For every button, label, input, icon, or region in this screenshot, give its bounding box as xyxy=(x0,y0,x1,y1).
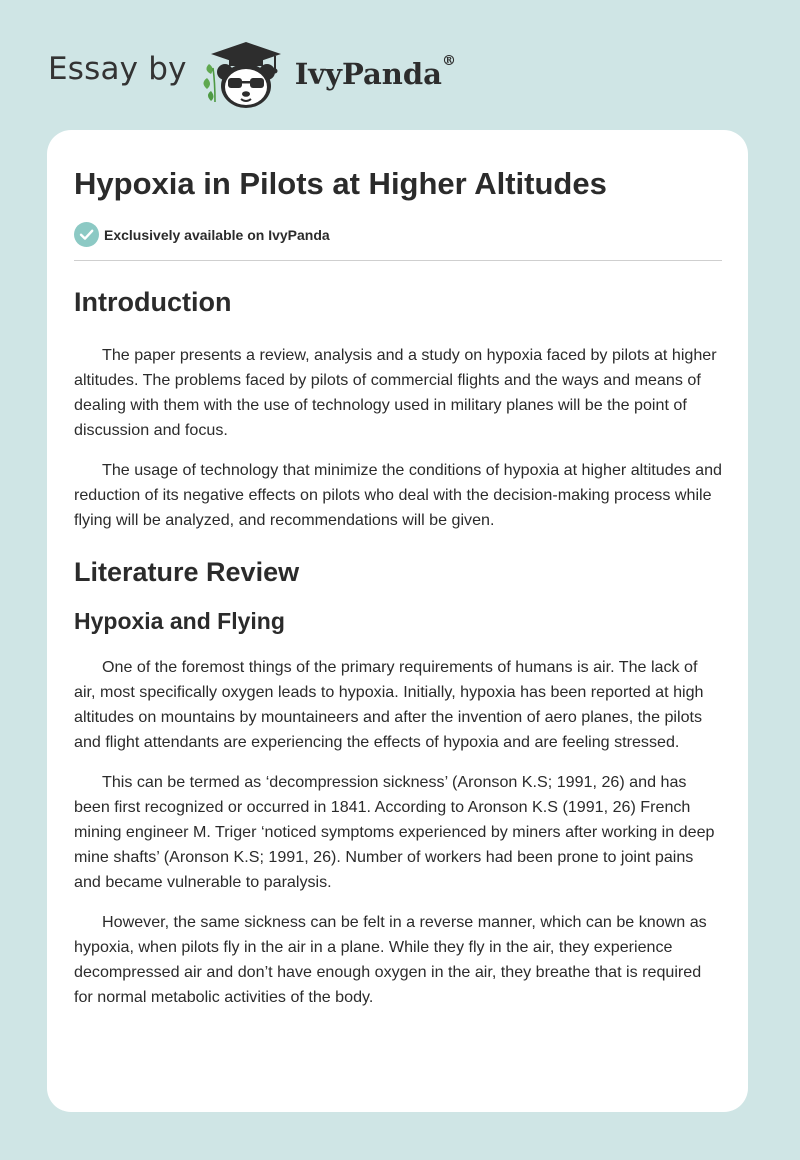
paragraph: However, the same sickness can be felt in a reverse manner, which can be known as hypoxia, when pilots fly in the air in a plane. While they fly in the air, they experience decompressed air and don’t have enough oxygen in the air, they breathe that is required for normal metabolic activities of the body. xyxy=(74,913,707,1006)
badge-label: Exclusively available on IvyPanda xyxy=(104,226,330,243)
brand-header xyxy=(48,34,456,110)
title-divider xyxy=(74,260,722,261)
essay-card xyxy=(47,130,748,1112)
registered-mark: ® xyxy=(441,53,456,69)
paragraph: The usage of technology that minimize the conditions of hypoxia at higher altitudes and reduction of its negative effects on pilots who deal with the decision-making process while flying will be analyzed, and recommendations will be given. xyxy=(74,461,722,529)
section-heading-introduction: Introduction xyxy=(74,287,232,317)
essay-title: Hypoxia in Pilots at Higher Altitudes xyxy=(74,166,607,201)
paragraph: This can be termed as ‘decompression sickness’ (Aronson K.S; 1991, 26) and has been first recognized or occurred in 1841. According to Aronson K.S (1991, 26) French mining engineer M. Triger ‘noticed symptoms experienced by miners after working in deep mine shafts’ (Aronson K.S; 1991, 26). Number of workers had been prone to joint pains and became vulnerable to paralysis. xyxy=(74,773,715,891)
paragraph: The paper presents a review, analysis and a study on hypoxia faced by pilots at higher altitudes. The problems faced by pilots of commercial flights and the ways and means of dealing with them with the use of technology used in military planes will be the point of discussion and focus. xyxy=(74,346,717,439)
brand-prefix: Essay by xyxy=(48,51,187,87)
brand-name: IvyPanda® xyxy=(294,53,456,91)
check-circle-icon xyxy=(74,222,99,247)
section-heading-literature-review: Literature Review xyxy=(74,557,300,587)
subsection-heading-hypoxia-and-flying: Hypoxia and Flying xyxy=(74,608,285,634)
panda-logo-icon xyxy=(197,34,289,110)
exclusive-badge xyxy=(74,222,722,247)
paragraph: One of the foremost things of the primary requirements of humans is air. The lack of air, most specifically oxygen leads to hypoxia. Initially, hypoxia has been reported at high altitudes on mountains by mountaineers and after the invention of aero planes, the pilots and flight attendants are experiencing the effects of hypoxia and are feeling stressed. xyxy=(74,658,704,751)
